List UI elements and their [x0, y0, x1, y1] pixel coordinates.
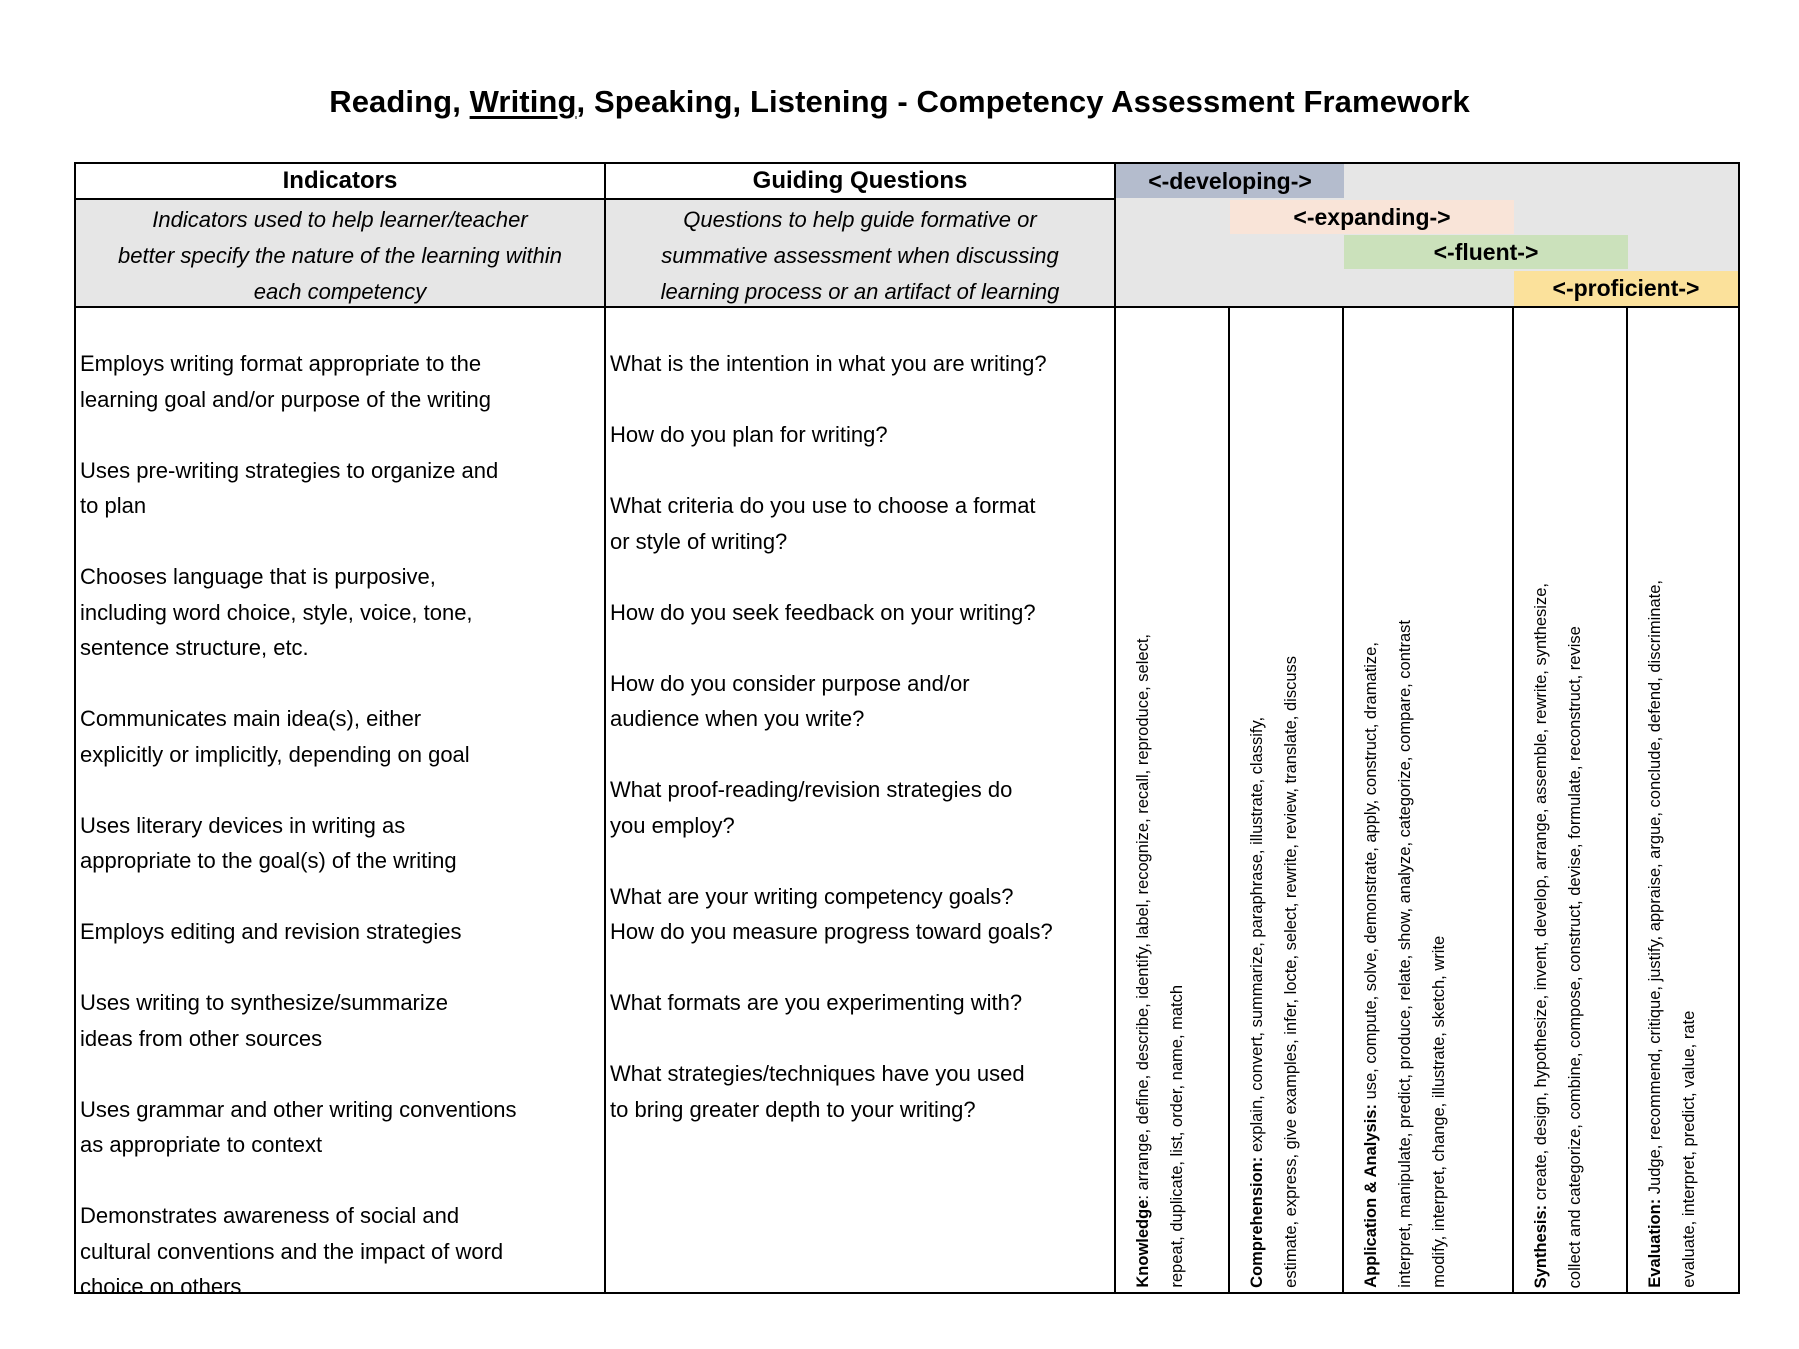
- bloom-column-comprehension: [1230, 308, 1344, 1292]
- bloom-separator: [1362, 1100, 1380, 1105]
- list-item-line: How do you seek feedback on your writing?: [610, 599, 1036, 625]
- questions-desc-line: Questions to help guide formative or: [683, 207, 1037, 232]
- list-item: [80, 559, 604, 666]
- bloom-separator: [1646, 1194, 1664, 1199]
- bloom-text: use, compute, solve, demonstrate, apply, construct, dramatize,: [1362, 642, 1380, 1100]
- bloom-text-evaluation: [1638, 580, 1706, 1288]
- list-item-line: What criteria do you use to choose a format: [610, 493, 1036, 518]
- list-item: [80, 808, 604, 879]
- bloom-text: arrange, define, describe, identify, label, recognize, recall, reproduce, select,: [1134, 634, 1152, 1191]
- list-item: [610, 985, 1114, 1021]
- list-item-line: you employ?: [610, 812, 735, 838]
- list-item: [80, 453, 604, 524]
- list-item-line: Uses literary devices in writing as: [80, 812, 406, 838]
- bloom-text-synthesis: [1524, 583, 1592, 1288]
- indicators-desc-line: Indicators used to help learner/teacher: [152, 207, 528, 232]
- indicators-header: Indicators: [76, 164, 606, 200]
- list-item-line: explicitly or implicitly, depending on goal: [80, 741, 470, 767]
- questions-desc-line: summative assessment when discussing: [661, 243, 1059, 268]
- bloom-line: [1240, 656, 1274, 1288]
- list-item: [610, 346, 1114, 382]
- list-item-line: Uses grammar and other writing conventions: [80, 1096, 517, 1122]
- list-item: [610, 666, 1114, 737]
- bloom-line: [1524, 583, 1558, 1288]
- list-item: [80, 1198, 604, 1305]
- list-item-line: How do you consider purpose and/or: [610, 670, 970, 696]
- title-part-1: Reading,: [329, 84, 470, 119]
- bloom-line: collect and categorize, combine, compose, construct, devise, formulate, reconstruct, revise: [1566, 625, 1584, 1288]
- bloom-label: Application & Analysis:: [1362, 1104, 1380, 1288]
- list-item: [610, 488, 1114, 559]
- level-fluent: <-fluent->: [1344, 235, 1628, 269]
- questions-desc-line: learning process or an artifact of learning: [660, 279, 1060, 304]
- list-item: [610, 595, 1114, 631]
- bloom-text-comprehension: [1240, 656, 1308, 1288]
- list-item: [80, 346, 604, 417]
- bloom-column-knowledge: [1116, 308, 1230, 1292]
- bloom-line: interpret, manipulate, predict, produce, relate, show, analyze, categorize, compare, contrast: [1396, 620, 1414, 1288]
- list-item-line: Uses pre-writing strategies to organize and: [80, 457, 499, 483]
- list-item-line: What is the intention in what you are writing?: [610, 351, 1047, 376]
- list-item-line: What strategies/techniques have you used: [610, 1061, 1025, 1086]
- list-item: [80, 701, 604, 772]
- list-item-line: appropriate to the goal(s) of the writing: [80, 848, 457, 873]
- list-item-line: as appropriate to context: [80, 1132, 323, 1157]
- framework-table: [74, 162, 1740, 1299]
- list-item-line: Demonstrates awareness of social and: [80, 1203, 460, 1228]
- list-item-line: to bring greater depth to your writing?: [610, 1096, 976, 1122]
- bloom-line: [1638, 580, 1672, 1288]
- list-item-line: Employs editing and revision strategies: [80, 919, 462, 944]
- list-item-line: choice on others: [80, 1274, 242, 1299]
- bloom-column-application-analysis: [1344, 308, 1514, 1292]
- bloom-line: repeat, duplicate, list, order, name, match: [1168, 985, 1186, 1288]
- bloom-separator: [1248, 1152, 1266, 1157]
- list-item-line: Uses writing to synthesize/summarize: [80, 990, 449, 1015]
- bloom-separator: [1532, 1200, 1550, 1205]
- list-item-line: sentence structure, etc.: [80, 635, 309, 660]
- list-item-line: Communicates main idea(s), either: [80, 706, 422, 731]
- questions-header: Guiding Questions: [606, 164, 1116, 200]
- level-expanding: <-expanding->: [1230, 200, 1514, 234]
- indicators-desc-line: each competency: [253, 279, 427, 304]
- list-item-line: How do you measure progress toward goals?: [610, 919, 1053, 944]
- questions-list: [606, 308, 1116, 1292]
- list-item-line: Chooses language that is purposive,: [80, 564, 436, 589]
- level-bands-area: [1116, 164, 1738, 308]
- indicators-list: [76, 308, 606, 1299]
- bloom-text: Judge, recommend, critique, justify, appraise, argue, conclude, defend, discriminate,: [1646, 580, 1664, 1195]
- page-title: [0, 84, 1799, 120]
- level-proficient: <-proficient->: [1514, 271, 1738, 306]
- list-item: [610, 772, 1114, 843]
- bloom-label: Evaluation:: [1646, 1199, 1664, 1288]
- list-item-line: cultural conventions and the impact of word: [80, 1238, 504, 1264]
- level-developing: <-developing->: [1116, 164, 1344, 198]
- bloom-line: estimate, express, give examples, infer, locte, select, rewrite, review, translate, discuss: [1282, 656, 1300, 1288]
- bloom-text: create, design, hypothesize, invent, develop, arrange, assemble, rewrite, synthesize,: [1532, 582, 1550, 1200]
- title-part-2: , Speaking, Listening - Competency Assessment Framework: [576, 84, 1470, 119]
- list-item-line: Employs writing format appropriate to the: [80, 351, 482, 376]
- list-item-line: to plan: [80, 493, 147, 518]
- bloom-label: Comprehension:: [1248, 1156, 1266, 1288]
- questions-description: [606, 200, 1116, 308]
- list-item: [80, 914, 604, 950]
- bloom-label: Knowledge: [1134, 1199, 1152, 1288]
- list-item-line: What are your writing competency goals?: [610, 883, 1014, 909]
- indicators-description: [76, 200, 606, 308]
- indicators-desc-line: better specify the nature of the learning within: [118, 243, 562, 268]
- bloom-line: [1126, 634, 1160, 1288]
- title-underlined-word: Writing: [469, 84, 577, 119]
- bloom-line: modify, interpret, change, illustrate, sketch, write: [1430, 936, 1448, 1288]
- list-item-line: learning goal and/or purpose of the writing: [80, 386, 491, 412]
- bloom-text: explain, convert, summarize, paraphrase, illustrate, classify,: [1248, 717, 1266, 1153]
- list-item-line: audience when you write?: [610, 706, 865, 731]
- bloom-line: evaluate, interpret, predict, value, rate: [1680, 1011, 1698, 1288]
- bloom-label: Synthesis:: [1532, 1204, 1550, 1288]
- list-item-line: including word choice, style, voice, tone,: [80, 599, 473, 625]
- list-item-line: What proof-reading/revision strategies do: [610, 777, 1013, 802]
- bloom-separator: :: [1134, 1190, 1152, 1200]
- list-item: [80, 1092, 604, 1163]
- bloom-text-application-analysis: [1354, 620, 1456, 1288]
- list-item: [610, 879, 1114, 950]
- list-item-line: ideas from other sources: [80, 1025, 323, 1051]
- list-item-line: What formats are you experimenting with?: [610, 990, 1023, 1015]
- list-item: [80, 985, 604, 1056]
- list-item-line: or style of writing?: [610, 528, 788, 554]
- list-item-line: How do you plan for writing?: [610, 422, 888, 447]
- bloom-column-evaluation: [1628, 308, 1738, 1292]
- bloom-column-synthesis: [1514, 308, 1628, 1292]
- bloom-line: [1354, 620, 1388, 1288]
- bloom-text-knowledge: [1126, 634, 1194, 1288]
- list-item: [610, 1056, 1114, 1127]
- list-item: [610, 417, 1114, 453]
